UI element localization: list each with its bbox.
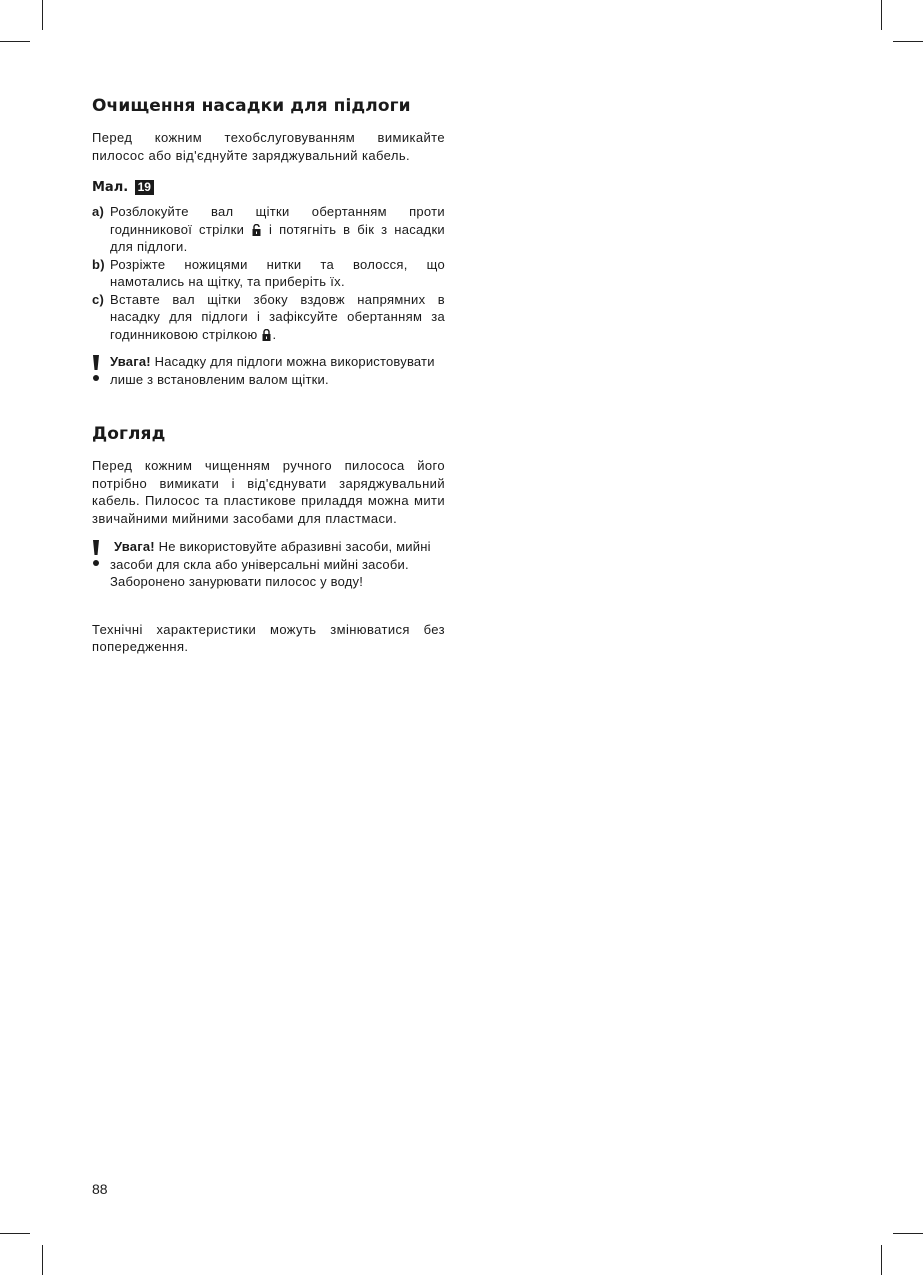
crop-mark [893,1233,923,1234]
unlock-icon [252,224,261,236]
warning-label: Увага! [110,354,151,369]
crop-mark [881,0,882,30]
crop-mark [0,41,30,42]
warning-text-line3: Заборонено занурювати пилосос у воду! [110,574,364,589]
figure-label: Мал. [92,180,129,195]
step-letter: b) [92,256,105,272]
step-item [92,203,445,256]
page-number: 88 [92,1181,108,1197]
cleaning-intro: Перед кожним техобслуговуванням вимикайте пилосос або від'єднуйте заряджувальний кабель. [92,130,445,163]
step-text: і потягніть в бік з насадки для підлоги. [110,221,445,254]
step-text: Вставте вал щітки збоку вздовж напрямних в насадку для підлоги і зафіксуйте обертанням за годинниковою стрілкою [110,291,445,342]
step-text: Розріжте ножицями нитки та волосся, що намотались на щітку, та приберіть їх. [110,256,445,289]
step-text: . [272,326,277,342]
warning-text-line1: Не використовуйте абразивні засоби, мийні [158,539,431,554]
warning-icon [92,355,100,385]
crop-mark [42,1245,43,1275]
warning-label: Увага! [114,539,155,554]
step-letter: c) [92,291,105,307]
crop-mark [0,1233,30,1234]
warning-text-line2: засоби для скла або універсальні мийні засоби. [110,556,409,572]
lock-icon [262,329,271,341]
figure-number: 19 [135,180,154,195]
warning-text: Насадку для підлоги можна використовувати лише з встановленим валом щітки. [110,354,435,387]
cleaning-steps [92,203,445,343]
crop-mark [893,41,923,42]
warning-icon [92,540,100,570]
step-text: Розблокуйте вал щітки обертанням проти годинникової стрілки [110,204,445,237]
warning-brush [92,353,445,388]
crop-mark [881,1245,882,1275]
section-title-cleaning: Очищення насадки для підлоги [92,96,411,116]
figure-reference [92,178,445,196]
step-letter: a) [92,204,105,219]
section-title-care: Догляд [92,424,166,444]
step-item [92,256,445,291]
care-text: Перед кожним чищенням ручного пилососа його потрібно вимикати і від'єднувати заряджувальний кабель. Пилосос та пластикове приладдя можна мити звичайними мийними засобами для пластмаси. [92,458,445,526]
warning-cleaning [92,538,445,591]
crop-mark [42,0,43,30]
page-content [92,96,445,656]
step-item [92,291,445,344]
footer-note: Технічні характеристики можуть змінюватися без попередження. [92,621,445,654]
